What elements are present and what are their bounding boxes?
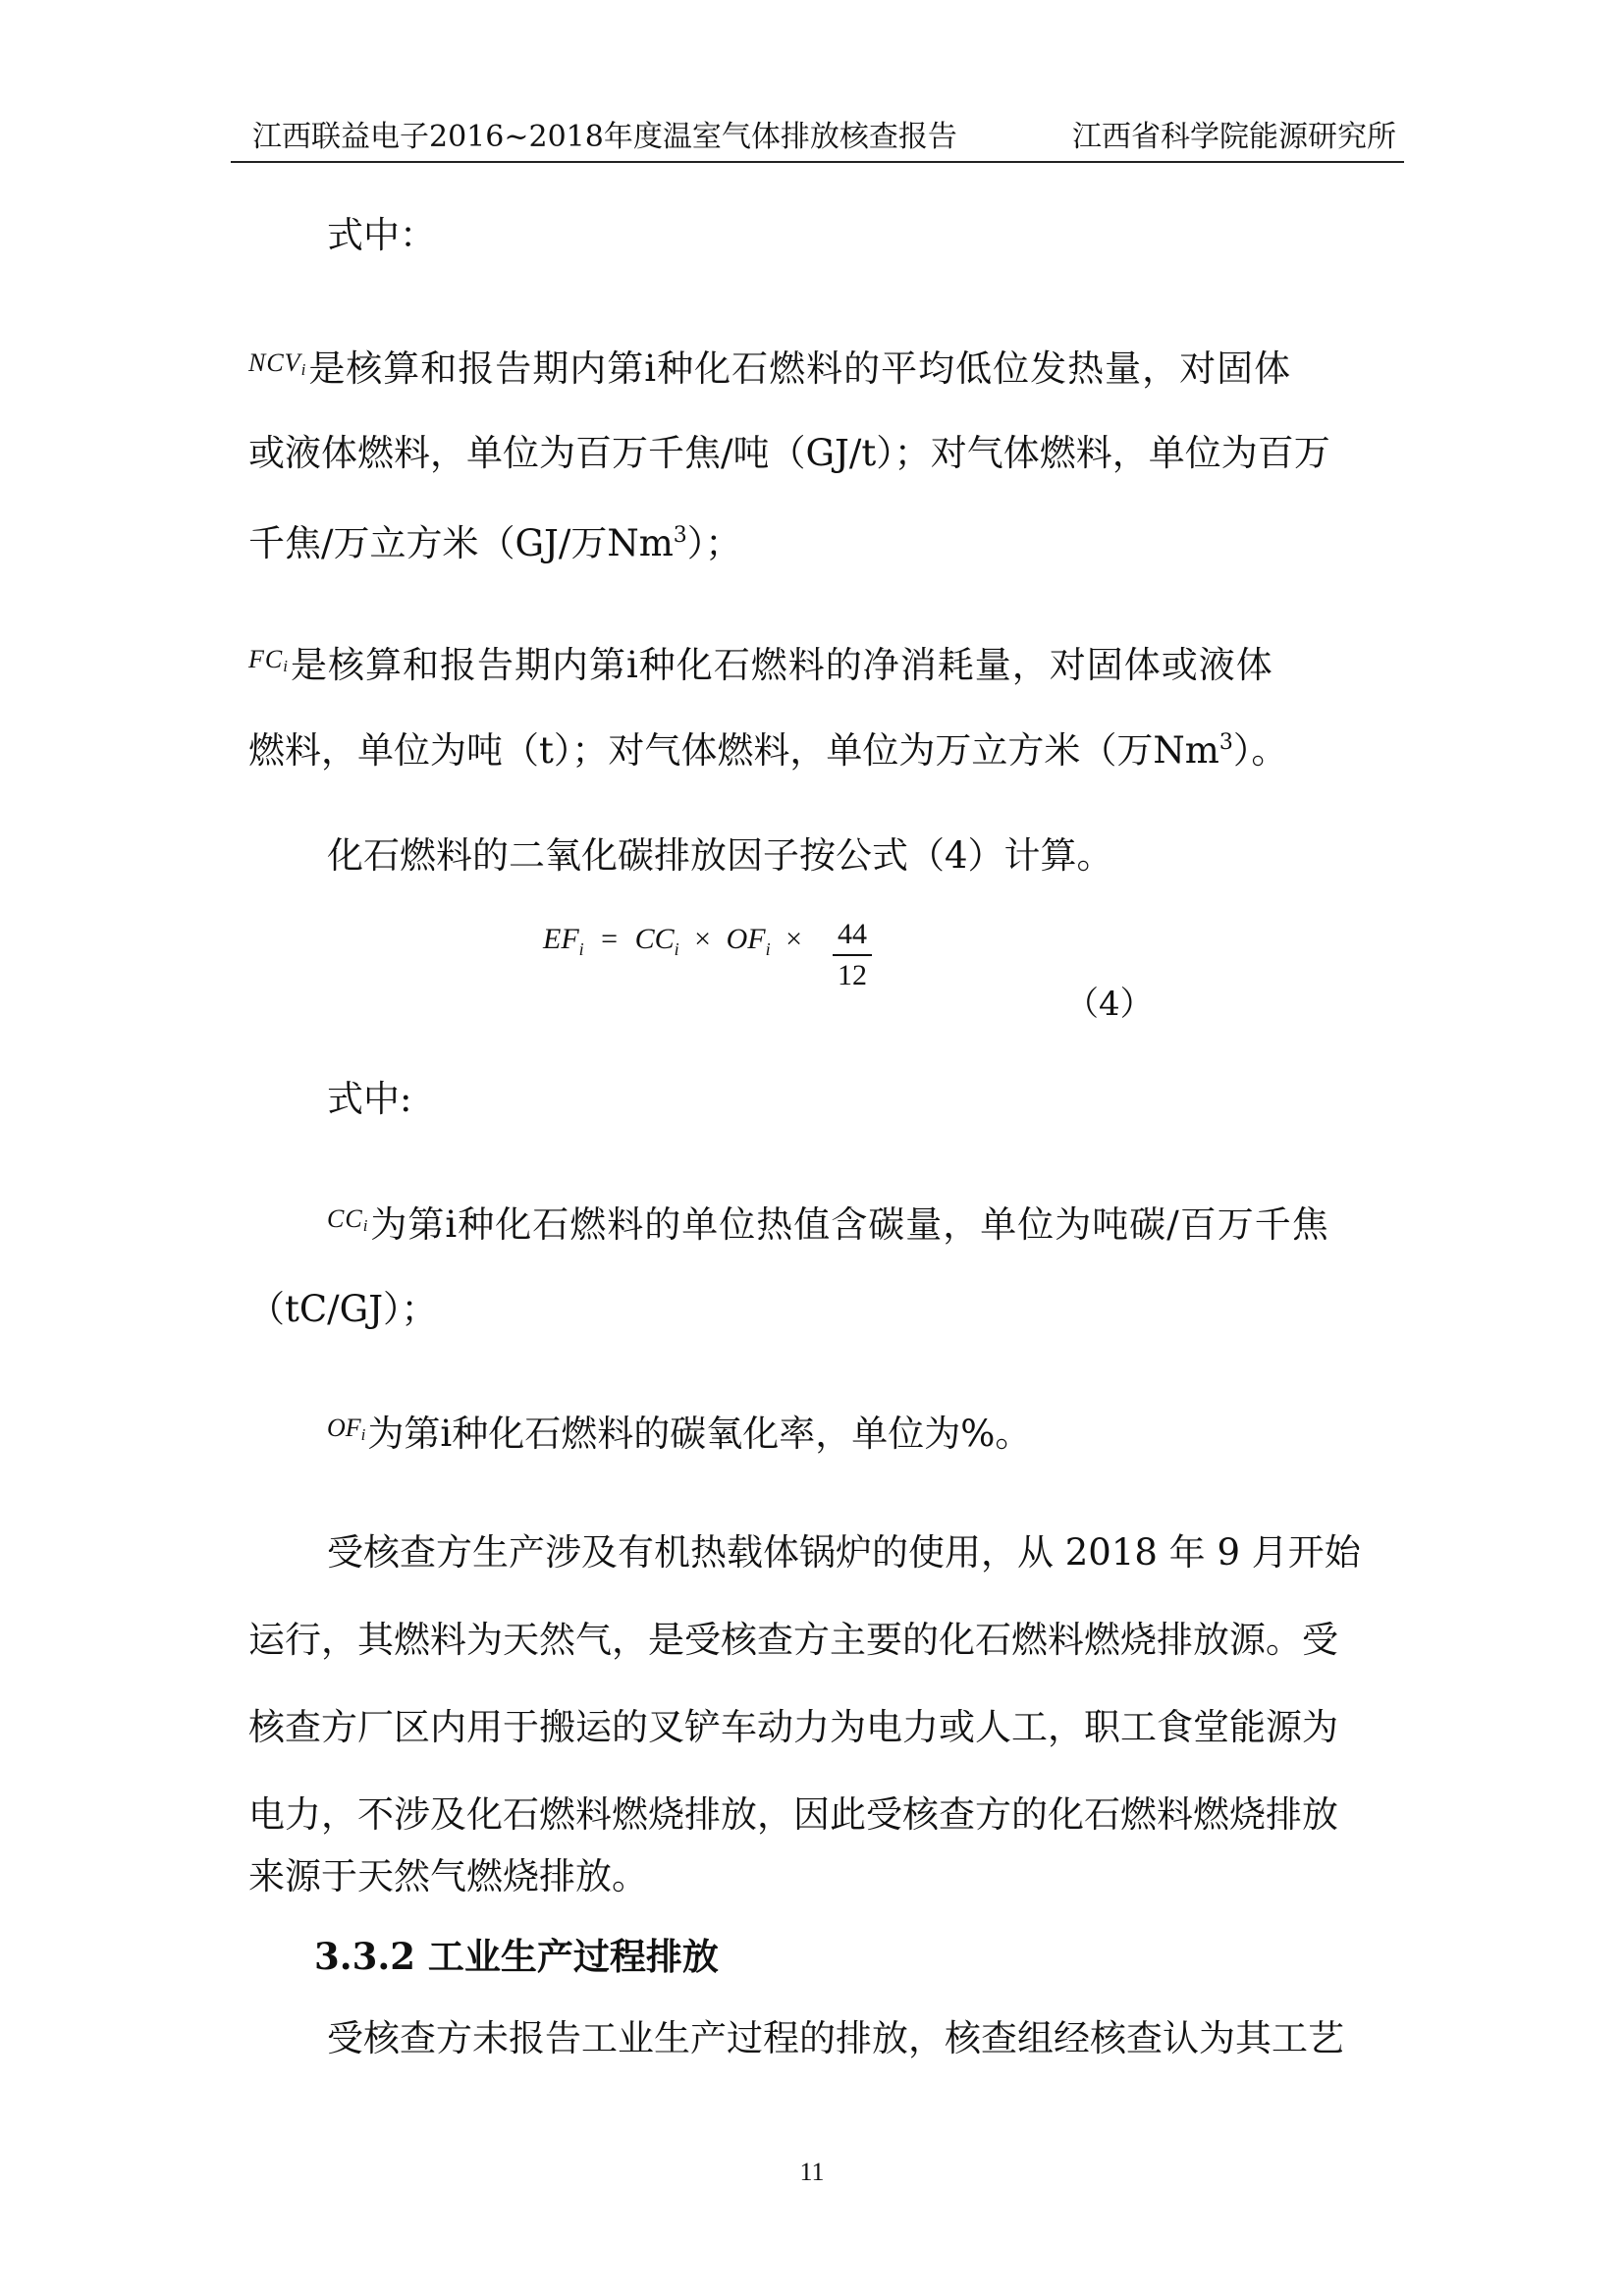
ef-formula: [543, 918, 867, 991]
equals-sign: =: [601, 923, 619, 955]
paragraph-1-line-5: 来源于天然气燃烧排放。: [248, 1855, 648, 1897]
equation-number: （4）: [1065, 985, 1154, 1024]
section-heading-3-3-2: 3.3.2 工业生产过程排放: [314, 1935, 719, 1978]
ncv-definition-line-2: 或液体燃料，单位为百万千焦/吨（GJ/t）；对气体燃料，单位为百万: [248, 432, 1330, 474]
page-header: [231, 116, 1404, 163]
shizhong-label-1: 式中：: [327, 214, 436, 256]
paragraph-1-line-2: 运行，其燃料为天然气，是受核查方主要的化石燃料燃烧排放源。受: [248, 1619, 1338, 1661]
fc-definition-line-1: $^{FC_i}$是核算和报告期内第i种化石燃料的净消耗量，对固体或液体: [248, 644, 1273, 686]
cc-term: $CC_i$: [634, 923, 679, 959]
paragraph-1-line-3: 核查方厂区内用于搬运的叉铲车动力为电力或人工，职工食堂能源为: [248, 1706, 1338, 1748]
cc-symbol: CCi: [327, 1204, 369, 1235]
header-institute: 江西省科学院能源研究所: [1072, 120, 1396, 154]
ef-term: $EF_i$: [543, 923, 584, 959]
paragraph-2-line-1: 受核查方未报告工业生产过程的排放，核查组经核查认为其工艺: [327, 2017, 1344, 2059]
ncv-symbol: NCVi: [248, 348, 307, 379]
shizhong-label-2: 式中:: [327, 1078, 412, 1120]
cc-definition-line-1: $^{CC_i}$为第i种化石燃料的单位热值含碳量，单位为吨碳/百万千焦: [327, 1203, 1329, 1246]
fraction-denominator: 12: [838, 959, 867, 991]
paragraph-1-line-4: 电力，不涉及化石燃料燃烧排放，因此受核查方的化石燃料燃烧排放: [248, 1793, 1338, 1836]
fraction-numerator: 44: [838, 918, 867, 950]
of-definition: $^{OF_i}$为第i种化石燃料的碳氧化率，单位为%。: [327, 1413, 1032, 1455]
of-term: $OF_i$: [726, 923, 771, 959]
header-report-title: 江西联益电子2016~2018年度温室气体排放核查报告: [252, 120, 957, 154]
page-number: 11: [799, 2158, 825, 2186]
fc-definition-line-2: 燃料，单位为吨（t）；对气体燃料，单位为万立方米（万Nm$^3$）。: [248, 729, 1288, 772]
fraction-bar: [833, 954, 872, 956]
fc-symbol: FCi: [248, 645, 289, 675]
times-sign-1: ×: [694, 923, 712, 955]
of-symbol: OFi: [327, 1414, 366, 1444]
paragraph-1-line-1: 受核查方生产涉及有机热载体锅炉的使用，从 2018 年 9 月开始: [327, 1531, 1361, 1574]
ef-intro: 化石燃料的二氧化碳排放因子按公式（4）计算。: [327, 834, 1113, 877]
times-sign-2: ×: [785, 923, 802, 955]
cc-definition-line-2: （tC/GJ）；: [248, 1288, 438, 1330]
ncv-definition-line-3: 千焦/万立方米（GJ/万Nm$^3$）；: [248, 522, 742, 564]
ncv-definition-line-1: $^{NCV_i}$是核算和报告期内第i种化石燃料的平均低位发热量，对固体: [248, 347, 1292, 390]
fraction-44-12: [833, 917, 872, 993]
